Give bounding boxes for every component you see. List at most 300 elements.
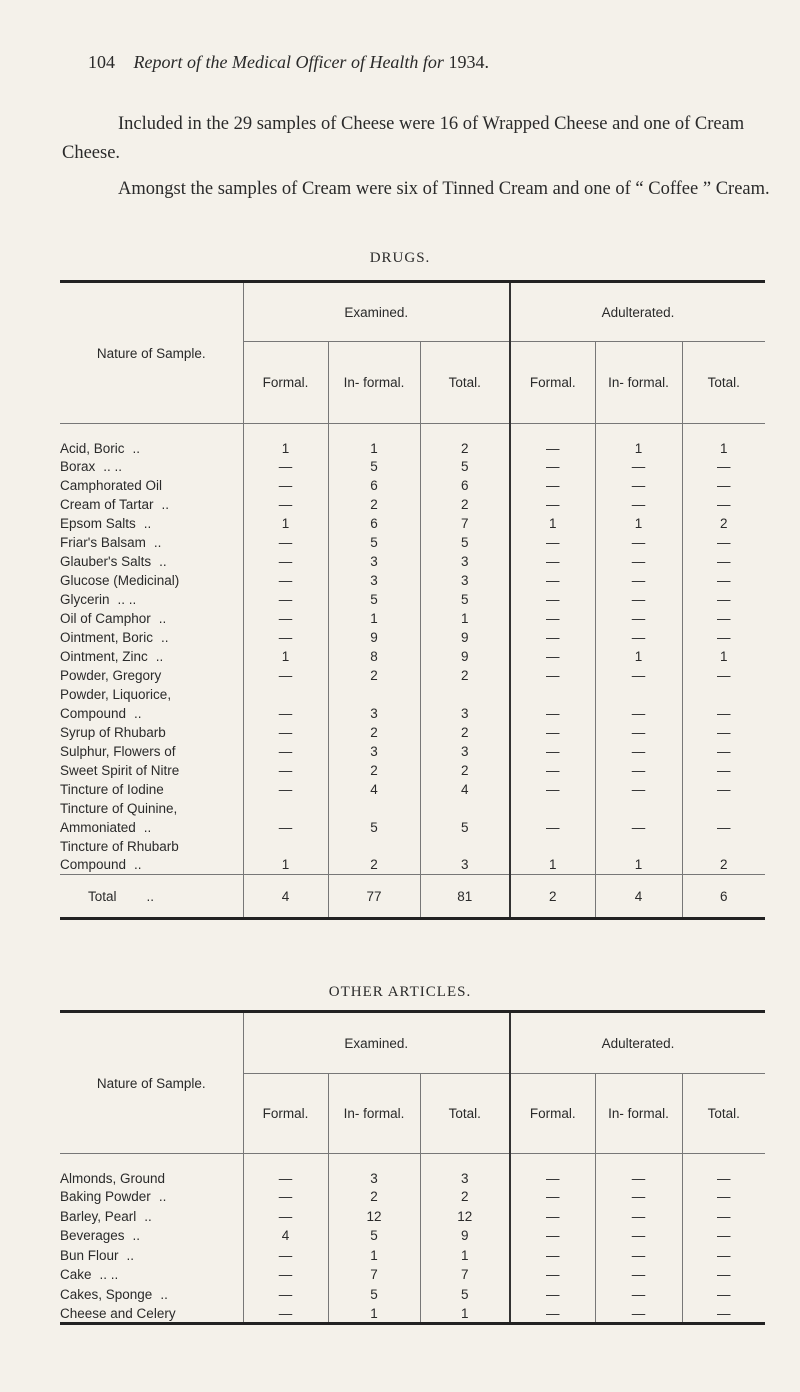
cell-value: 3 xyxy=(328,742,420,761)
table-row xyxy=(60,552,765,571)
table-row xyxy=(60,1207,765,1227)
table-row xyxy=(60,457,765,476)
table-row xyxy=(60,666,765,685)
table-row xyxy=(60,723,765,742)
cell-value: 12 xyxy=(328,1207,420,1227)
cell-value: — xyxy=(510,1226,595,1246)
cell-value: — xyxy=(595,571,682,590)
header-adulterated: Adulterated. xyxy=(510,1012,765,1074)
table-row xyxy=(60,1285,765,1305)
cell-value: — xyxy=(595,704,682,723)
cell-value xyxy=(595,837,682,856)
sample-name xyxy=(60,424,243,457)
cell-value: 3 xyxy=(420,856,510,875)
cell-value: — xyxy=(510,723,595,742)
total-row xyxy=(60,875,765,919)
cell-value: 5 xyxy=(328,533,420,552)
sample-name xyxy=(60,647,243,666)
cell-value: 2 xyxy=(328,856,420,875)
cell-value: 3 xyxy=(328,571,420,590)
cell-value: 2 xyxy=(420,495,510,514)
sample-name-text: Epsom Salts xyxy=(60,515,136,531)
cell-value: 1 xyxy=(420,1304,510,1324)
other-articles-table xyxy=(60,1010,765,1325)
sample-name xyxy=(60,837,243,856)
leader-dots: .. xyxy=(134,857,142,873)
cell-value: 4 xyxy=(328,780,420,799)
cell-value xyxy=(510,837,595,856)
header-informal: In- formal. xyxy=(595,1074,682,1154)
sample-name xyxy=(60,704,243,723)
cell-value: 6 xyxy=(328,514,420,533)
sample-name-text: Glucose (Medicinal) xyxy=(60,572,180,588)
cell-value: — xyxy=(595,761,682,780)
table-row xyxy=(60,818,765,837)
cell-value: 1 xyxy=(420,1246,510,1266)
sample-name-text: Beverages xyxy=(60,1228,125,1244)
table-row xyxy=(60,495,765,514)
cell-value xyxy=(243,837,328,856)
cell-value xyxy=(420,837,510,856)
cell-value: — xyxy=(243,1265,328,1285)
other-articles-title: OTHER ARTICLES. xyxy=(328,984,472,1000)
sample-name-text: Acid, Boric xyxy=(60,440,125,456)
total-value: 6 xyxy=(682,875,765,919)
cell-value: — xyxy=(243,571,328,590)
cell-value: 1 xyxy=(595,856,682,875)
cell-value: 2 xyxy=(328,495,420,514)
cell-value: — xyxy=(510,818,595,837)
drugs-table xyxy=(60,280,765,920)
cell-value: — xyxy=(682,1187,765,1207)
sample-name xyxy=(60,476,243,495)
cell-value: — xyxy=(243,723,328,742)
total-value: 4 xyxy=(595,875,682,919)
leader-dots: .. .. xyxy=(117,591,137,607)
header-total: Total. xyxy=(682,1074,765,1154)
table-row xyxy=(60,1154,765,1188)
cell-value xyxy=(328,837,420,856)
sample-name-text: Syrup of Rhubarb xyxy=(60,724,166,740)
header-total: Total. xyxy=(682,342,765,424)
sample-name xyxy=(60,1285,243,1305)
cell-value: 1 xyxy=(510,856,595,875)
cell-value: — xyxy=(243,495,328,514)
header-total: Total. xyxy=(420,1074,510,1154)
cell-value: — xyxy=(682,1207,765,1227)
cell-value xyxy=(328,685,420,704)
cell-value: 1 xyxy=(328,424,420,457)
cell-value: — xyxy=(510,495,595,514)
cell-value: 5 xyxy=(328,590,420,609)
sample-name xyxy=(60,1226,243,1246)
cell-value: — xyxy=(595,552,682,571)
cell-value: — xyxy=(682,457,765,476)
cell-value: 1 xyxy=(595,424,682,457)
cell-value: 8 xyxy=(328,647,420,666)
cell-value: — xyxy=(682,476,765,495)
cell-value: — xyxy=(243,1285,328,1305)
cell-value: — xyxy=(243,1187,328,1207)
table-row xyxy=(60,533,765,552)
paragraph-cream: Amongst the samples of Cream were six of Tinned Cream and one of “ Coffee ” Cream. xyxy=(118,179,770,199)
cell-value: 7 xyxy=(420,1265,510,1285)
cell-value: 1 xyxy=(595,647,682,666)
leader-dots: .. xyxy=(143,819,152,835)
sample-name xyxy=(60,1246,243,1266)
cell-value: — xyxy=(510,476,595,495)
cell-value: — xyxy=(510,666,595,685)
cell-value xyxy=(420,685,510,704)
header-formal: Formal. xyxy=(510,1074,595,1154)
cell-value: 6 xyxy=(328,476,420,495)
cell-value: — xyxy=(682,533,765,552)
cell-value: — xyxy=(682,818,765,837)
cell-value: — xyxy=(595,780,682,799)
sample-name-text: Ammoniated xyxy=(60,819,136,835)
cell-value: — xyxy=(595,1265,682,1285)
cell-value: — xyxy=(595,1246,682,1266)
cell-value: 3 xyxy=(420,704,510,723)
total-label-text: Total xyxy=(88,888,117,904)
cell-value: 1 xyxy=(595,514,682,533)
cell-value xyxy=(420,799,510,818)
cell-value: — xyxy=(682,742,765,761)
cell-value: — xyxy=(595,818,682,837)
cell-value: 1 xyxy=(510,514,595,533)
cell-value: — xyxy=(595,495,682,514)
cell-value: 2 xyxy=(328,666,420,685)
cell-value: — xyxy=(510,1285,595,1305)
cell-value: — xyxy=(510,1246,595,1266)
cell-value xyxy=(682,837,765,856)
sample-name-text: Cakes, Sponge xyxy=(60,1286,153,1302)
cell-value: 5 xyxy=(328,1285,420,1305)
table-row xyxy=(60,856,765,875)
sample-name-text: Cake xyxy=(60,1267,92,1283)
cell-value: — xyxy=(510,424,595,457)
leader-dots: .. xyxy=(161,629,169,645)
page-number: 104 xyxy=(88,52,115,72)
cell-value: 5 xyxy=(328,1226,420,1246)
cell-value: 4 xyxy=(420,780,510,799)
cell-value: 1 xyxy=(328,1304,420,1324)
cell-value: — xyxy=(243,780,328,799)
leader-dots: .. xyxy=(144,1208,152,1224)
table-row xyxy=(60,476,765,495)
sample-name xyxy=(60,609,243,628)
cell-value: — xyxy=(510,780,595,799)
cell-value: — xyxy=(595,1187,682,1207)
table-row xyxy=(60,761,765,780)
header-formal: Formal. xyxy=(243,342,328,424)
cell-value: 5 xyxy=(420,457,510,476)
cell-value: — xyxy=(510,571,595,590)
table-row xyxy=(60,590,765,609)
header-informal: In- formal. xyxy=(328,342,420,424)
cell-value: 2 xyxy=(420,723,510,742)
cell-value: 6 xyxy=(420,476,510,495)
sample-name-text: Sulphur, Flowers of xyxy=(60,743,176,759)
cell-value: — xyxy=(595,609,682,628)
sample-name xyxy=(60,780,243,799)
cell-value: — xyxy=(682,723,765,742)
header-nature: Nature of Sample. xyxy=(60,282,243,424)
leader-dots: .. xyxy=(134,705,142,721)
cell-value: — xyxy=(682,1246,765,1266)
sample-name-text: Cheese and Celery xyxy=(60,1305,176,1321)
table-row xyxy=(60,1265,765,1285)
leader-dots: .. xyxy=(126,1247,135,1263)
report-year: 1934. xyxy=(448,52,489,72)
sample-name xyxy=(60,590,243,609)
leader-dots: .. xyxy=(158,1189,167,1205)
cell-value: — xyxy=(510,647,595,666)
cell-value: — xyxy=(243,457,328,476)
sample-name-text: Powder, Gregory xyxy=(60,667,162,683)
header-examined: Examined. xyxy=(243,1012,510,1074)
sample-name-text: Tincture of Rhubarb xyxy=(60,838,179,854)
cell-value: — xyxy=(595,742,682,761)
cell-value: — xyxy=(243,1207,328,1227)
sample-name xyxy=(60,856,243,875)
cell-value: 3 xyxy=(328,1154,420,1188)
header-formal: Formal. xyxy=(510,342,595,424)
cell-value: — xyxy=(243,609,328,628)
sample-name xyxy=(60,552,243,571)
cell-value: — xyxy=(682,666,765,685)
cell-value: 2 xyxy=(682,514,765,533)
leader-dots: .. xyxy=(146,888,155,904)
sample-name xyxy=(60,1304,243,1324)
sample-name-text: Borax xyxy=(60,458,96,474)
sample-name-text: Compound xyxy=(60,705,127,721)
sample-name-text: Oil of Camphor xyxy=(60,610,151,626)
sample-name xyxy=(60,685,243,704)
cell-value xyxy=(328,799,420,818)
cell-value: — xyxy=(510,1304,595,1324)
cell-value: — xyxy=(595,1285,682,1305)
cell-value: — xyxy=(682,628,765,647)
cell-value: 1 xyxy=(420,609,510,628)
cell-value: — xyxy=(510,552,595,571)
sample-name-text: Sweet Spirit of Nitre xyxy=(60,762,180,778)
leader-dots: .. xyxy=(160,1286,168,1302)
cell-value: — xyxy=(243,704,328,723)
sample-name-text: Almonds, Ground xyxy=(60,1171,166,1186)
cell-value: 3 xyxy=(420,742,510,761)
cell-value: — xyxy=(243,1304,328,1324)
cell-value: 3 xyxy=(420,571,510,590)
table-row xyxy=(60,704,765,723)
header-nature: Nature of Sample. xyxy=(60,1012,243,1154)
cell-value xyxy=(243,799,328,818)
cell-value: — xyxy=(595,1226,682,1246)
cell-value: 2 xyxy=(420,666,510,685)
cell-value: — xyxy=(243,552,328,571)
header-informal: In- formal. xyxy=(328,1074,420,1154)
leader-dots: .. xyxy=(132,440,141,456)
table-row xyxy=(60,685,765,704)
cell-value: 5 xyxy=(328,457,420,476)
sample-name xyxy=(60,514,243,533)
cell-value: — xyxy=(510,704,595,723)
cell-value xyxy=(510,685,595,704)
cell-value: 1 xyxy=(682,424,765,457)
cell-value: — xyxy=(682,704,765,723)
leader-dots: .. .. xyxy=(99,1267,119,1283)
cell-value: — xyxy=(243,590,328,609)
sample-name-text: Bun Flour xyxy=(60,1247,119,1263)
cell-value: 2 xyxy=(420,1187,510,1207)
page-header xyxy=(88,52,489,73)
leader-dots: .. xyxy=(159,553,167,569)
cell-value: — xyxy=(682,761,765,780)
table-row xyxy=(60,780,765,799)
cell-value: 5 xyxy=(420,533,510,552)
cell-value: — xyxy=(595,1154,682,1188)
cell-value: — xyxy=(510,533,595,552)
sample-name-text: Compound xyxy=(60,857,127,873)
cell-value: — xyxy=(682,495,765,514)
table-row xyxy=(60,742,765,761)
sample-name xyxy=(60,761,243,780)
cell-value: — xyxy=(510,1207,595,1227)
drugs-title: DRUGS. xyxy=(369,250,431,266)
sample-name-text: Baking Powder xyxy=(60,1189,151,1205)
sample-name-text: Ointment, Zinc xyxy=(60,648,148,664)
cell-value: — xyxy=(595,590,682,609)
cell-value: — xyxy=(682,1226,765,1246)
sample-name xyxy=(60,1207,243,1227)
cell-value: 5 xyxy=(328,818,420,837)
sample-name xyxy=(60,457,243,476)
cell-value: — xyxy=(243,533,328,552)
cell-value: — xyxy=(243,761,328,780)
table-row xyxy=(60,799,765,818)
sample-name xyxy=(60,495,243,514)
cell-value: 4 xyxy=(243,1226,328,1246)
cell-value: 3 xyxy=(420,552,510,571)
sample-name xyxy=(60,799,243,818)
cell-value: 5 xyxy=(420,1285,510,1305)
cell-value: 7 xyxy=(328,1265,420,1285)
cell-value: 9 xyxy=(328,628,420,647)
cell-value: 2 xyxy=(682,856,765,875)
sample-name xyxy=(60,628,243,647)
cell-value: — xyxy=(510,1265,595,1285)
cell-value xyxy=(682,799,765,818)
cell-value xyxy=(595,799,682,818)
cell-value: 9 xyxy=(420,628,510,647)
sample-name-text: Glauber's Salts xyxy=(60,553,152,569)
leader-dots: .. xyxy=(158,610,167,626)
sample-name xyxy=(60,818,243,837)
cell-value xyxy=(595,685,682,704)
cell-value: — xyxy=(510,628,595,647)
cell-value: 1 xyxy=(243,514,328,533)
table-row xyxy=(60,514,765,533)
cell-value: — xyxy=(682,609,765,628)
cell-value: 9 xyxy=(420,647,510,666)
cell-value: — xyxy=(682,1265,765,1285)
cell-value: — xyxy=(682,1304,765,1324)
leader-dots: .. xyxy=(161,496,170,512)
cell-value: — xyxy=(682,1154,765,1188)
cell-value: — xyxy=(243,476,328,495)
sample-name xyxy=(60,571,243,590)
cell-value: 5 xyxy=(420,818,510,837)
cell-value: — xyxy=(510,761,595,780)
paragraph-cheese: Included in the 29 samples of Cheese were 16 of Wrapped Cheese and one of Cream Cheese. xyxy=(62,114,745,163)
table-row xyxy=(60,1304,765,1324)
table-row xyxy=(60,609,765,628)
sample-name xyxy=(60,666,243,685)
leader-dots: .. xyxy=(132,1228,141,1244)
total-value: 4 xyxy=(243,875,328,919)
cell-value: — xyxy=(682,552,765,571)
header-informal: In- formal. xyxy=(595,342,682,424)
table-row xyxy=(60,1246,765,1266)
sample-name-text: Camphorated Oil xyxy=(60,477,163,493)
table-row xyxy=(60,424,765,457)
cell-value: — xyxy=(682,780,765,799)
leader-dots: .. xyxy=(155,648,164,664)
cell-value: — xyxy=(510,609,595,628)
sample-name xyxy=(60,723,243,742)
cell-value: — xyxy=(243,742,328,761)
sample-name xyxy=(60,533,243,552)
cell-value: — xyxy=(510,590,595,609)
leader-dots: .. xyxy=(143,515,152,531)
cell-value: — xyxy=(243,1154,328,1188)
cell-value: — xyxy=(595,666,682,685)
cell-value: — xyxy=(595,628,682,647)
cell-value: 5 xyxy=(420,590,510,609)
leader-dots: .. xyxy=(153,534,162,550)
cell-value: — xyxy=(243,818,328,837)
cell-value: 2 xyxy=(328,761,420,780)
table-row xyxy=(60,837,765,856)
sample-name xyxy=(60,1154,243,1188)
cell-value: — xyxy=(595,1304,682,1324)
cell-value: — xyxy=(243,666,328,685)
cell-value: 2 xyxy=(328,1187,420,1207)
sample-name-text: Tincture of Quinine, xyxy=(60,800,178,816)
cell-value xyxy=(682,685,765,704)
cell-value: — xyxy=(510,742,595,761)
cell-value: 1 xyxy=(328,609,420,628)
cell-value: 7 xyxy=(420,514,510,533)
cell-value: — xyxy=(595,533,682,552)
cell-value: 9 xyxy=(420,1226,510,1246)
sample-name-text: Barley, Pearl xyxy=(60,1208,137,1224)
cell-value: 2 xyxy=(328,723,420,742)
total-value: 77 xyxy=(328,875,420,919)
total-value: 2 xyxy=(510,875,595,919)
header-formal: Formal. xyxy=(243,1074,328,1154)
cell-value: 3 xyxy=(420,1154,510,1188)
cell-value: 1 xyxy=(243,424,328,457)
cell-value: — xyxy=(595,457,682,476)
cell-value: — xyxy=(243,1246,328,1266)
cell-value: — xyxy=(510,1187,595,1207)
cell-value: 3 xyxy=(328,704,420,723)
report-title: Report of the Medical Officer of Health for xyxy=(133,52,444,72)
header-adulterated: Adulterated. xyxy=(510,282,765,342)
cell-value: — xyxy=(595,723,682,742)
leader-dots: .. .. xyxy=(103,458,123,474)
